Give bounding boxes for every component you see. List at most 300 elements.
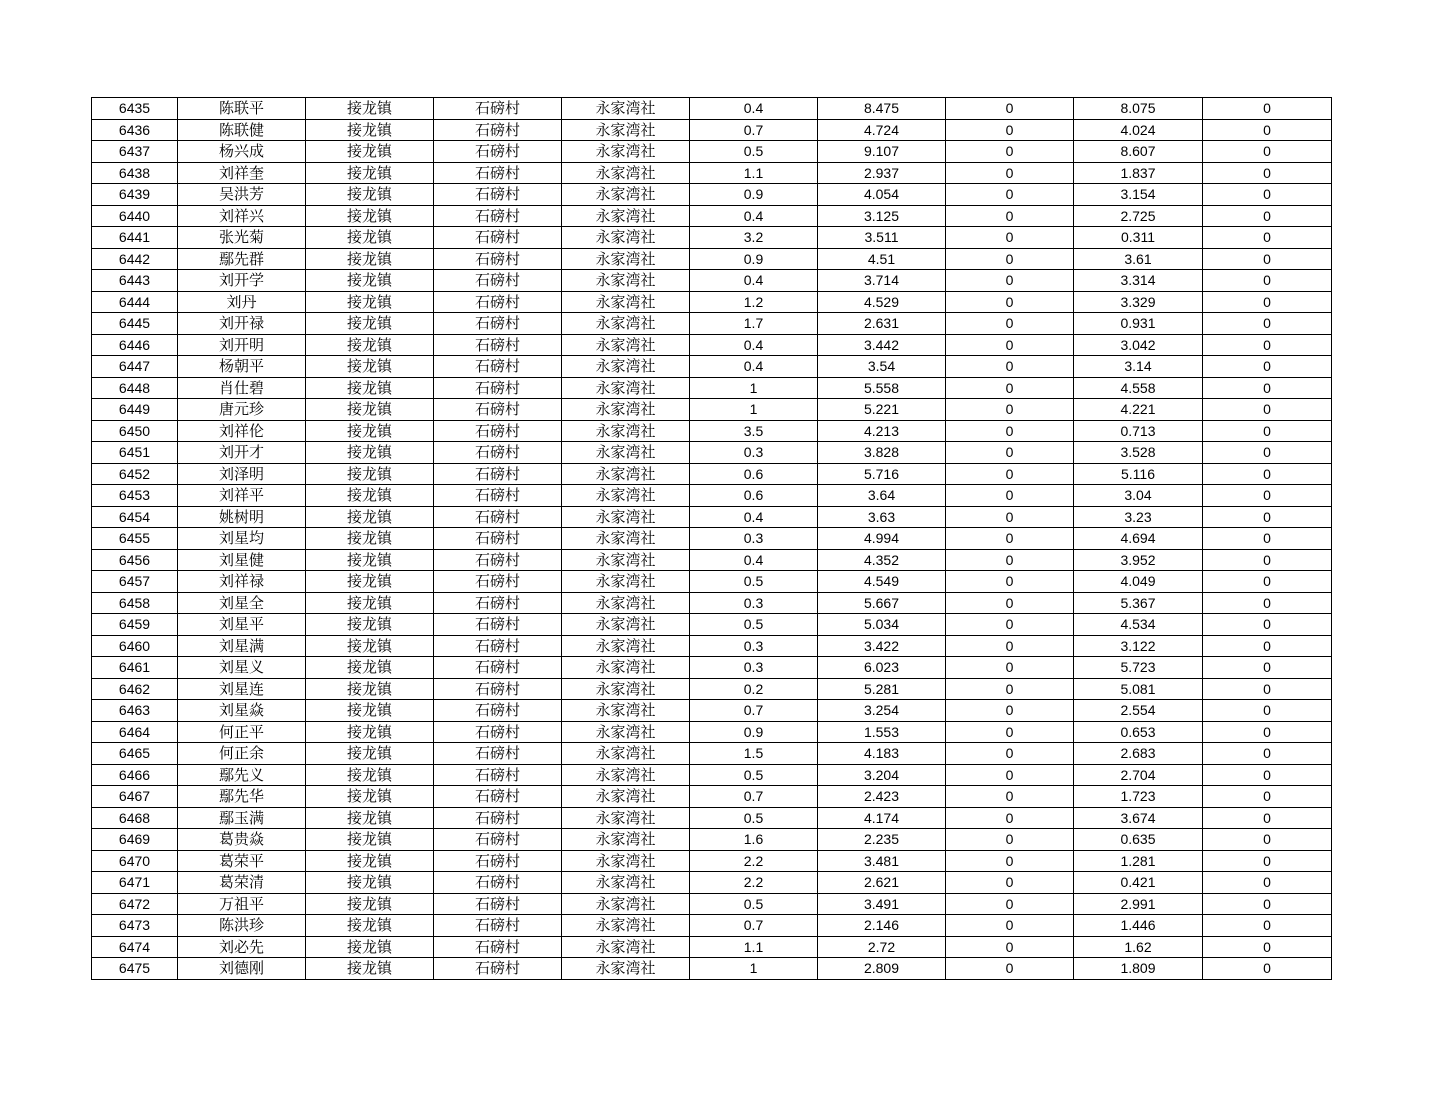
cell-value-b: 4.549: [818, 571, 946, 593]
cell-row-id: 6471: [92, 872, 178, 894]
cell-row-id: 6467: [92, 786, 178, 808]
table-row: [92, 678, 1332, 700]
cell-community: 永家湾社: [562, 743, 690, 765]
cell-value-e: 0: [1203, 420, 1332, 442]
cell-value-b: 2.423: [818, 786, 946, 808]
cell-value-d: 3.154: [1074, 184, 1203, 206]
cell-value-a: 0.5: [690, 141, 818, 163]
cell-value-b: 2.72: [818, 936, 946, 958]
cell-village: 石磅村: [434, 936, 562, 958]
cell-value-b: 3.828: [818, 442, 946, 464]
cell-value-d: 3.329: [1074, 291, 1203, 313]
cell-row-id: 6448: [92, 377, 178, 399]
cell-value-a: 0.3: [690, 442, 818, 464]
cell-value-a: 0.7: [690, 915, 818, 937]
cell-name: 陈洪珍: [178, 915, 306, 937]
cell-name: 万祖平: [178, 893, 306, 915]
cell-value-d: 1.809: [1074, 958, 1203, 980]
cell-community: 永家湾社: [562, 614, 690, 636]
cell-value-e: 0: [1203, 872, 1332, 894]
cell-value-b: 3.125: [818, 205, 946, 227]
cell-value-a: 0.7: [690, 786, 818, 808]
cell-town: 接龙镇: [306, 442, 434, 464]
cell-value-e: 0: [1203, 549, 1332, 571]
cell-community: 永家湾社: [562, 205, 690, 227]
cell-name: 刘祥平: [178, 485, 306, 507]
cell-value-d: 4.694: [1074, 528, 1203, 550]
cell-row-id: 6474: [92, 936, 178, 958]
cell-value-a: 0.5: [690, 571, 818, 593]
cell-value-d: 1.62: [1074, 936, 1203, 958]
cell-value-a: 1.6: [690, 829, 818, 851]
cell-town: 接龙镇: [306, 291, 434, 313]
cell-village: 石磅村: [434, 528, 562, 550]
cell-value-a: 1: [690, 399, 818, 421]
cell-value-d: 3.952: [1074, 549, 1203, 571]
cell-row-id: 6444: [92, 291, 178, 313]
cell-name: 刘开学: [178, 270, 306, 292]
cell-town: 接龙镇: [306, 162, 434, 184]
cell-value-b: 4.054: [818, 184, 946, 206]
cell-value-a: 0.5: [690, 764, 818, 786]
table-row: [92, 442, 1332, 464]
cell-value-a: 0.5: [690, 614, 818, 636]
cell-village: 石磅村: [434, 377, 562, 399]
cell-row-id: 6439: [92, 184, 178, 206]
cell-value-a: 2.2: [690, 850, 818, 872]
cell-value-b: 2.937: [818, 162, 946, 184]
cell-row-id: 6457: [92, 571, 178, 593]
cell-value-c: 0: [946, 162, 1074, 184]
cell-value-a: 0.7: [690, 119, 818, 141]
cell-value-d: 5.367: [1074, 592, 1203, 614]
cell-value-c: 0: [946, 334, 1074, 356]
table-row: [92, 463, 1332, 485]
cell-value-a: 0.5: [690, 893, 818, 915]
cell-value-b: 4.183: [818, 743, 946, 765]
cell-value-d: 4.558: [1074, 377, 1203, 399]
table-row: [92, 592, 1332, 614]
table-row: [92, 485, 1332, 507]
cell-value-a: 3.2: [690, 227, 818, 249]
cell-village: 石磅村: [434, 764, 562, 786]
cell-row-id: 6468: [92, 807, 178, 829]
cell-value-b: 5.716: [818, 463, 946, 485]
cell-value-c: 0: [946, 377, 1074, 399]
cell-value-d: 3.314: [1074, 270, 1203, 292]
cell-value-b: 3.63: [818, 506, 946, 528]
cell-value-e: 0: [1203, 184, 1332, 206]
cell-name: 张光菊: [178, 227, 306, 249]
cell-village: 石磅村: [434, 700, 562, 722]
cell-row-id: 6445: [92, 313, 178, 335]
table-row: [92, 657, 1332, 679]
cell-town: 接龙镇: [306, 829, 434, 851]
cell-value-d: 1.837: [1074, 162, 1203, 184]
cell-town: 接龙镇: [306, 270, 434, 292]
cell-village: 石磅村: [434, 399, 562, 421]
cell-value-c: 0: [946, 829, 1074, 851]
cell-village: 石磅村: [434, 635, 562, 657]
cell-value-d: 4.024: [1074, 119, 1203, 141]
cell-value-e: 0: [1203, 334, 1332, 356]
cell-town: 接龙镇: [306, 141, 434, 163]
cell-row-id: 6436: [92, 119, 178, 141]
table-row: [92, 291, 1332, 313]
cell-town: 接龙镇: [306, 958, 434, 980]
cell-value-e: 0: [1203, 399, 1332, 421]
table-row: [92, 270, 1332, 292]
cell-village: 石磅村: [434, 614, 562, 636]
cell-value-c: 0: [946, 420, 1074, 442]
cell-town: 接龙镇: [306, 506, 434, 528]
table-row: [92, 399, 1332, 421]
cell-town: 接龙镇: [306, 678, 434, 700]
cell-value-c: 0: [946, 227, 1074, 249]
cell-value-d: 0.713: [1074, 420, 1203, 442]
cell-row-id: 6437: [92, 141, 178, 163]
cell-village: 石磅村: [434, 205, 562, 227]
cell-community: 永家湾社: [562, 485, 690, 507]
cell-row-id: 6447: [92, 356, 178, 378]
cell-community: 永家湾社: [562, 291, 690, 313]
cell-value-c: 0: [946, 571, 1074, 593]
cell-town: 接龙镇: [306, 420, 434, 442]
cell-name: 刘星全: [178, 592, 306, 614]
cell-name: 刘星连: [178, 678, 306, 700]
cell-value-c: 0: [946, 291, 1074, 313]
cell-community: 永家湾社: [562, 893, 690, 915]
cell-community: 永家湾社: [562, 721, 690, 743]
cell-value-d: 1.446: [1074, 915, 1203, 937]
cell-town: 接龙镇: [306, 786, 434, 808]
cell-village: 石磅村: [434, 721, 562, 743]
cell-community: 永家湾社: [562, 915, 690, 937]
cell-town: 接龙镇: [306, 764, 434, 786]
cell-village: 石磅村: [434, 162, 562, 184]
cell-value-e: 0: [1203, 635, 1332, 657]
cell-value-e: 0: [1203, 162, 1332, 184]
cell-value-a: 0.6: [690, 485, 818, 507]
cell-value-b: 4.174: [818, 807, 946, 829]
cell-row-id: 6475: [92, 958, 178, 980]
cell-value-c: 0: [946, 743, 1074, 765]
cell-value-e: 0: [1203, 571, 1332, 593]
cell-value-e: 0: [1203, 463, 1332, 485]
cell-village: 石磅村: [434, 119, 562, 141]
cell-community: 永家湾社: [562, 377, 690, 399]
cell-value-d: 4.049: [1074, 571, 1203, 593]
cell-value-c: 0: [946, 119, 1074, 141]
cell-community: 永家湾社: [562, 657, 690, 679]
cell-name: 刘祥禄: [178, 571, 306, 593]
cell-name: 刘星满: [178, 635, 306, 657]
cell-value-c: 0: [946, 205, 1074, 227]
cell-village: 石磅村: [434, 248, 562, 270]
cell-value-a: 0.3: [690, 635, 818, 657]
cell-town: 接龙镇: [306, 485, 434, 507]
cell-village: 石磅村: [434, 98, 562, 120]
cell-name: 刘祥伦: [178, 420, 306, 442]
cell-value-d: 5.081: [1074, 678, 1203, 700]
cell-town: 接龙镇: [306, 205, 434, 227]
table-row: [92, 184, 1332, 206]
table-row: [92, 786, 1332, 808]
cell-row-id: 6443: [92, 270, 178, 292]
cell-row-id: 6460: [92, 635, 178, 657]
cell-value-b: 3.64: [818, 485, 946, 507]
cell-value-d: 4.221: [1074, 399, 1203, 421]
cell-value-c: 0: [946, 958, 1074, 980]
cell-value-d: 0.635: [1074, 829, 1203, 851]
cell-value-e: 0: [1203, 614, 1332, 636]
cell-value-d: 3.61: [1074, 248, 1203, 270]
cell-value-b: 3.511: [818, 227, 946, 249]
cell-row-id: 6454: [92, 506, 178, 528]
cell-value-d: 2.683: [1074, 743, 1203, 765]
cell-value-c: 0: [946, 936, 1074, 958]
cell-town: 接龙镇: [306, 635, 434, 657]
cell-value-b: 3.204: [818, 764, 946, 786]
cell-community: 永家湾社: [562, 764, 690, 786]
cell-value-d: 1.723: [1074, 786, 1203, 808]
cell-value-a: 3.5: [690, 420, 818, 442]
cell-value-b: 1.553: [818, 721, 946, 743]
cell-value-a: 0.4: [690, 205, 818, 227]
cell-town: 接龙镇: [306, 657, 434, 679]
cell-town: 接龙镇: [306, 356, 434, 378]
cell-village: 石磅村: [434, 657, 562, 679]
cell-value-c: 0: [946, 528, 1074, 550]
cell-value-c: 0: [946, 98, 1074, 120]
cell-town: 接龙镇: [306, 700, 434, 722]
cell-value-e: 0: [1203, 141, 1332, 163]
cell-row-id: 6472: [92, 893, 178, 915]
cell-value-b: 2.235: [818, 829, 946, 851]
cell-town: 接龙镇: [306, 721, 434, 743]
table-row: [92, 807, 1332, 829]
cell-value-d: 2.991: [1074, 893, 1203, 915]
table-row: [92, 872, 1332, 894]
cell-value-c: 0: [946, 248, 1074, 270]
cell-value-a: 0.3: [690, 592, 818, 614]
cell-value-d: 3.674: [1074, 807, 1203, 829]
cell-value-b: 3.422: [818, 635, 946, 657]
cell-value-a: 0.4: [690, 334, 818, 356]
cell-name: 肖仕碧: [178, 377, 306, 399]
cell-community: 永家湾社: [562, 571, 690, 593]
cell-village: 石磅村: [434, 786, 562, 808]
table-row: [92, 334, 1332, 356]
cell-value-d: 3.042: [1074, 334, 1203, 356]
cell-row-id: 6451: [92, 442, 178, 464]
cell-value-a: 0.6: [690, 463, 818, 485]
cell-value-b: 3.54: [818, 356, 946, 378]
cell-community: 永家湾社: [562, 872, 690, 894]
cell-row-id: 6455: [92, 528, 178, 550]
cell-name: 鄢先华: [178, 786, 306, 808]
cell-village: 石磅村: [434, 356, 562, 378]
cell-community: 永家湾社: [562, 399, 690, 421]
cell-name: 刘祥奎: [178, 162, 306, 184]
table-row: [92, 743, 1332, 765]
cell-value-b: 2.809: [818, 958, 946, 980]
cell-community: 永家湾社: [562, 119, 690, 141]
cell-row-id: 6464: [92, 721, 178, 743]
cell-name: 刘开禄: [178, 313, 306, 335]
cell-row-id: 6449: [92, 399, 178, 421]
cell-value-b: 4.51: [818, 248, 946, 270]
cell-row-id: 6440: [92, 205, 178, 227]
cell-community: 永家湾社: [562, 700, 690, 722]
cell-row-id: 6469: [92, 829, 178, 851]
cell-town: 接龙镇: [306, 334, 434, 356]
cell-community: 永家湾社: [562, 549, 690, 571]
cell-row-id: 6470: [92, 850, 178, 872]
table-row: [92, 958, 1332, 980]
cell-value-e: 0: [1203, 807, 1332, 829]
cell-community: 永家湾社: [562, 184, 690, 206]
cell-village: 石磅村: [434, 743, 562, 765]
cell-town: 接龙镇: [306, 377, 434, 399]
table-row: [92, 915, 1332, 937]
cell-value-e: 0: [1203, 205, 1332, 227]
table-row: [92, 614, 1332, 636]
cell-town: 接龙镇: [306, 98, 434, 120]
cell-row-id: 6438: [92, 162, 178, 184]
cell-community: 永家湾社: [562, 958, 690, 980]
cell-value-e: 0: [1203, 958, 1332, 980]
cell-value-d: 3.23: [1074, 506, 1203, 528]
cell-community: 永家湾社: [562, 98, 690, 120]
cell-row-id: 6442: [92, 248, 178, 270]
cell-town: 接龙镇: [306, 184, 434, 206]
cell-community: 永家湾社: [562, 506, 690, 528]
cell-row-id: 6458: [92, 592, 178, 614]
cell-value-b: 9.107: [818, 141, 946, 163]
cell-village: 石磅村: [434, 915, 562, 937]
cell-value-e: 0: [1203, 248, 1332, 270]
cell-value-c: 0: [946, 463, 1074, 485]
cell-value-c: 0: [946, 721, 1074, 743]
cell-value-d: 2.554: [1074, 700, 1203, 722]
cell-value-c: 0: [946, 893, 1074, 915]
table-row: [92, 893, 1332, 915]
cell-community: 永家湾社: [562, 807, 690, 829]
cell-community: 永家湾社: [562, 829, 690, 851]
cell-name: 刘泽明: [178, 463, 306, 485]
cell-value-b: 5.221: [818, 399, 946, 421]
cell-value-c: 0: [946, 442, 1074, 464]
cell-value-c: 0: [946, 678, 1074, 700]
table-row: [92, 377, 1332, 399]
cell-village: 石磅村: [434, 829, 562, 851]
cell-value-e: 0: [1203, 377, 1332, 399]
cell-row-id: 6462: [92, 678, 178, 700]
table-row: [92, 506, 1332, 528]
cell-value-e: 0: [1203, 442, 1332, 464]
cell-village: 石磅村: [434, 571, 562, 593]
cell-value-d: 5.723: [1074, 657, 1203, 679]
cell-value-a: 0.4: [690, 98, 818, 120]
cell-value-e: 0: [1203, 119, 1332, 141]
cell-community: 永家湾社: [562, 313, 690, 335]
cell-value-c: 0: [946, 313, 1074, 335]
cell-name: 刘祥兴: [178, 205, 306, 227]
cell-row-id: 6435: [92, 98, 178, 120]
cell-town: 接龙镇: [306, 743, 434, 765]
cell-town: 接龙镇: [306, 549, 434, 571]
cell-value-b: 4.352: [818, 549, 946, 571]
cell-value-d: 0.421: [1074, 872, 1203, 894]
cell-value-b: 3.491: [818, 893, 946, 915]
cell-row-id: 6441: [92, 227, 178, 249]
cell-village: 石磅村: [434, 334, 562, 356]
cell-value-d: 1.281: [1074, 850, 1203, 872]
cell-community: 永家湾社: [562, 786, 690, 808]
cell-value-d: 3.04: [1074, 485, 1203, 507]
cell-value-e: 0: [1203, 657, 1332, 679]
cell-value-c: 0: [946, 399, 1074, 421]
cell-name: 刘星焱: [178, 700, 306, 722]
cell-village: 石磅村: [434, 506, 562, 528]
cell-value-b: 5.034: [818, 614, 946, 636]
cell-town: 接龙镇: [306, 313, 434, 335]
cell-value-e: 0: [1203, 915, 1332, 937]
cell-town: 接龙镇: [306, 119, 434, 141]
cell-value-e: 0: [1203, 356, 1332, 378]
cell-row-id: 6453: [92, 485, 178, 507]
cell-community: 永家湾社: [562, 162, 690, 184]
cell-value-c: 0: [946, 850, 1074, 872]
cell-value-c: 0: [946, 764, 1074, 786]
cell-value-d: 3.14: [1074, 356, 1203, 378]
cell-value-e: 0: [1203, 270, 1332, 292]
table-row: [92, 227, 1332, 249]
cell-value-d: 0.931: [1074, 313, 1203, 335]
cell-name: 葛荣平: [178, 850, 306, 872]
cell-village: 石磅村: [434, 420, 562, 442]
cell-community: 永家湾社: [562, 270, 690, 292]
cell-value-e: 0: [1203, 786, 1332, 808]
cell-name: 陈联平: [178, 98, 306, 120]
cell-community: 永家湾社: [562, 678, 690, 700]
cell-community: 永家湾社: [562, 936, 690, 958]
cell-name: 葛荣清: [178, 872, 306, 894]
cell-value-e: 0: [1203, 678, 1332, 700]
cell-value-a: 2.2: [690, 872, 818, 894]
cell-village: 石磅村: [434, 291, 562, 313]
cell-value-a: 0.9: [690, 184, 818, 206]
cell-value-d: 0.311: [1074, 227, 1203, 249]
table-row: [92, 420, 1332, 442]
cell-town: 接龙镇: [306, 872, 434, 894]
cell-name: 刘星均: [178, 528, 306, 550]
cell-name: 杨朝平: [178, 356, 306, 378]
cell-value-a: 1.7: [690, 313, 818, 335]
cell-village: 石磅村: [434, 141, 562, 163]
cell-village: 石磅村: [434, 850, 562, 872]
cell-town: 接龙镇: [306, 227, 434, 249]
table-row: [92, 571, 1332, 593]
cell-value-e: 0: [1203, 291, 1332, 313]
cell-value-a: 0.4: [690, 549, 818, 571]
cell-value-b: 5.281: [818, 678, 946, 700]
table-row: [92, 313, 1332, 335]
cell-value-e: 0: [1203, 764, 1332, 786]
cell-town: 接龙镇: [306, 915, 434, 937]
cell-value-c: 0: [946, 635, 1074, 657]
